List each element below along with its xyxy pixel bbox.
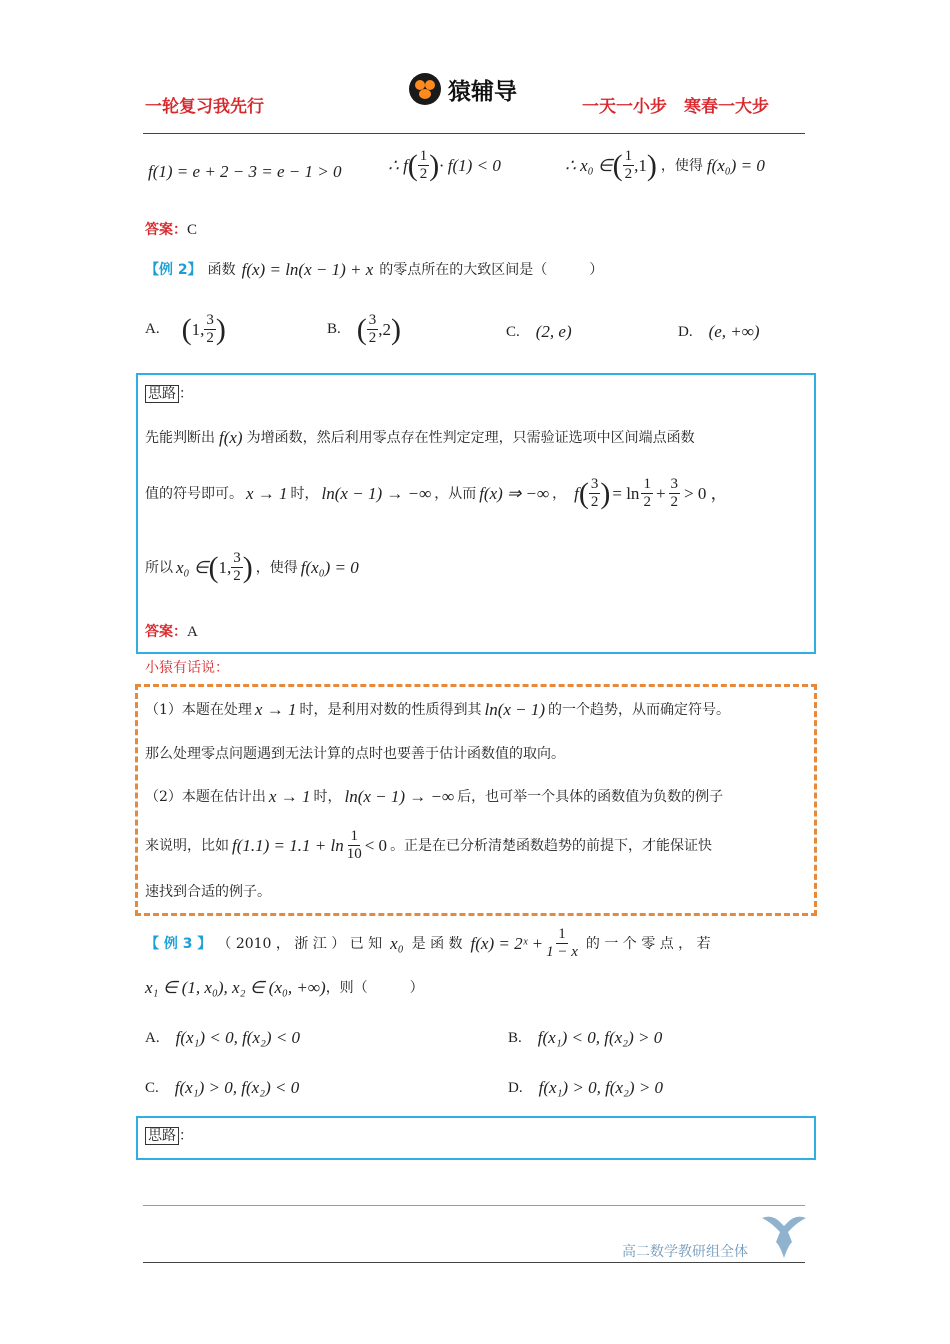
footer-bottom-line — [143, 1262, 805, 1263]
example-2-option-b: B. ( $\frac{3}{2}$ ,2 ) — [327, 312, 402, 346]
example-2-solution-line-1: 先能判断出 f(x) 为增函数，然后利用零点存在性判定定理，只需验证选项中区间端点函数 — [145, 428, 695, 447]
monkey-logo-icon — [408, 72, 442, 106]
header-left-slogan: 一轮复习我先行 — [145, 97, 264, 117]
example-2-answer: 答案：A — [145, 624, 198, 640]
example-3-option-d: D. f(x₁) > 0, f(x₂) > 0 — [508, 1078, 664, 1097]
example-2-solution-box — [136, 373, 816, 654]
tips-paragraph-3: （2）本题在估计出 x → 1 时， ln(x − 1) → −∞ 后，也可举一个具体的函数值为负数的例子 — [145, 787, 724, 806]
tips-paragraph-1: （1）本题在处理 x → 1 时，是利用对数的性质得到其 ln(x − 1) 的一个趋势，从而确定符号。 — [145, 700, 731, 719]
footer-text: 高二数学教研组全体 — [622, 1244, 748, 1260]
top-equation-2: ∴ f ( $\frac{1}{2}$ ) · f(1) < 0 — [388, 148, 501, 182]
brand-logo — [408, 72, 517, 106]
example-2-silu-label: 思路 ： — [145, 384, 193, 404]
footer-bird-logo — [758, 1212, 810, 1264]
header-divider — [143, 133, 805, 134]
tips-paragraph-5: 速找到合适的例子。 — [145, 884, 271, 900]
top-equation-1: f(1) = e + 2 − 3 = e − 1 > 0 — [148, 162, 342, 181]
bird-icon — [758, 1212, 810, 1260]
tips-paragraph-4: 来说明，比如 f(1.1) = 1.1 + ln $\frac{1}{10}$ < 0 。正是在已分析清楚函数趋势的前提下，才能保证快 — [145, 828, 713, 862]
example-3-solution-box — [136, 1116, 816, 1160]
tips-paragraph-2: 那么处理零点问题遇到无法计算的点时也要善于估计函数值的取向。 — [145, 746, 565, 762]
example-3-silu-label: 思路 ： — [145, 1126, 193, 1146]
example-2-option-d: D. (e, +∞) — [678, 322, 760, 341]
example-2-option-a: A. ( 1, $\frac{3}{2}$ ) — [145, 312, 226, 346]
footer-top-line — [143, 1205, 805, 1206]
example-3-option-c: C. f(x₁) > 0, f(x₂) < 0 — [145, 1078, 300, 1097]
example-2-question: 【例 2】 函数 f(x) = ln(x − 1) + x 的零点所在的大致区间是（ ） — [145, 260, 604, 279]
example-2-solution-line-3: 所以 x₀ ∈ ( 1, $\frac{3}{2}$ ) ，使得 f(x₀) = 0 — [145, 550, 359, 584]
top-equation-3: ∴ x₀ ∈ ( $\frac{1}{2}$ ,1 ) ，使得 f(x₀) = 0 — [565, 148, 765, 182]
example-3-option-b: B. f(x₁) < 0, f(x₂) > 0 — [508, 1028, 663, 1047]
answer-1: 答案：C — [145, 222, 198, 238]
tips-title: 小猿有话说： — [145, 660, 229, 676]
brand-name: 猿辅导 — [448, 78, 517, 105]
example-2-solution-line-2: 值的符号即可。 x → 1 时， ln(x − 1) → −∞ ，从而 f(x) ⇒ −∞ ， f ( $\frac{3}{2}$ ) = ln $\frac{1}{2}$ + $\frac{3}{2}$ > 0 ， — [145, 476, 728, 510]
header-right-slogan: 一天一小步 寒春一大步 — [582, 97, 769, 117]
example-3-option-a: A. f(x₁) < 0, f(x₂) < 0 — [145, 1028, 301, 1047]
example-2-option-c: C. (2, e) — [506, 322, 572, 341]
example-3-question-line-1: 【 例 3 】 （ 2010 ， 浙 江 ） 已 知 x₀ 是 函 数 f(x) = 2ˣ + $\frac{1}{1 - x}$ 的 一 个 零 点 ， 若 — [145, 926, 711, 960]
example-3-question-line-2: x₁ ∈ (1, x₀), x₂ ∈ (x₀, +∞) ，则（ ） — [145, 978, 424, 997]
